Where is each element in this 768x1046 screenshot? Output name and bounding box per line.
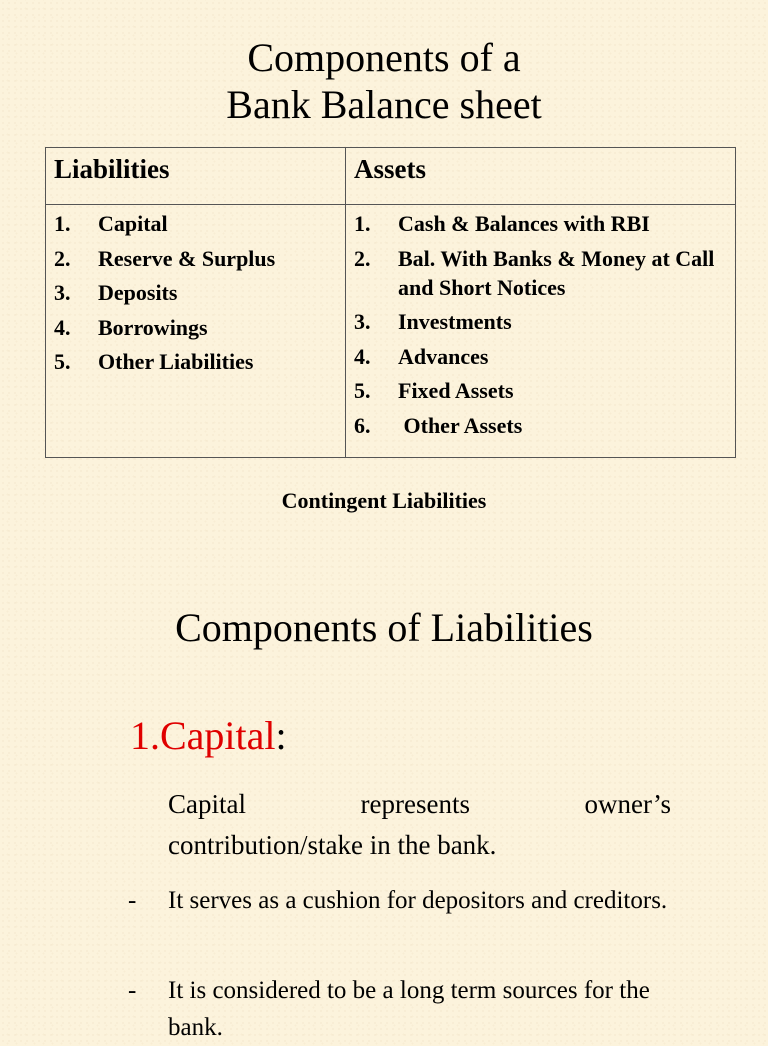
para-word: Capital: [168, 789, 246, 819]
page-title: [0, 34, 768, 128]
title-line-2: Bank Balance sheet: [226, 82, 542, 127]
item-text: Deposits: [98, 280, 178, 305]
bullet-item: [128, 972, 668, 1046]
bullet-text: It is considered to be a long term sources for the bank.: [168, 977, 650, 1041]
liabilities-header: Liabilities: [46, 148, 346, 205]
item-number: 1.: [54, 211, 71, 236]
item-number: 2.: [354, 245, 371, 271]
item-text: Borrowings: [98, 314, 208, 340]
list-item: [54, 209, 345, 238]
item-text: Bal. With Banks & Money at Call and Short Notices: [398, 245, 715, 300]
list-item: [54, 347, 345, 376]
section-title: Components of Liabilities: [175, 605, 593, 650]
list-item: [354, 411, 735, 440]
list-item: [354, 307, 735, 336]
item-number: 6.: [354, 412, 371, 438]
list-item: [354, 244, 735, 302]
capital-heading-text: Capital: [160, 713, 276, 758]
item-text: Investments: [398, 309, 512, 334]
assets-header: Assets: [346, 148, 735, 205]
bullet-dash: -: [128, 887, 137, 914]
capital-number: 1.: [130, 713, 160, 758]
item-text: Other Liabilities: [98, 349, 254, 374]
capital-colon: :: [275, 713, 287, 758]
balance-sheet-table: [45, 147, 736, 458]
list-item: [354, 342, 735, 371]
item-text: Fixed Assets: [398, 378, 514, 403]
paragraph-rest: contribution/stake in the bank.: [168, 830, 497, 860]
para-word: owner’s: [584, 789, 671, 819]
item-text: Advances: [398, 343, 489, 369]
item-number: 4.: [354, 343, 371, 369]
liabilities-cell: [46, 205, 346, 457]
paragraph-first-line: [168, 784, 671, 825]
list-item: [54, 244, 345, 273]
item-number: 5.: [54, 349, 71, 374]
item-text: Cash & Balances with RBI: [398, 211, 650, 236]
item-number: 3.: [54, 280, 71, 305]
bullet-text: It serves as a cushion for depositors and creditors.: [168, 887, 668, 914]
item-text: Reserve & Surplus: [98, 245, 276, 271]
list-item: [54, 278, 345, 307]
list-item: [354, 209, 735, 238]
item-number: 1.: [354, 211, 371, 236]
capital-paragraph: [168, 784, 671, 866]
item-number: 3.: [354, 309, 371, 334]
item-number: 2.: [54, 245, 71, 271]
bullet-item: [128, 882, 668, 919]
bullet-dash: -: [128, 977, 137, 1004]
item-text: Other Assets: [398, 412, 523, 438]
item-text: Capital: [98, 211, 168, 236]
assets-cell: [346, 205, 735, 457]
item-number: 4.: [54, 314, 71, 340]
contingent-liabilities-label: Contingent Liabilities: [281, 488, 487, 513]
list-item: [354, 376, 735, 405]
list-item: [54, 313, 345, 342]
capital-heading: [130, 712, 287, 759]
para-word: represents: [360, 789, 470, 819]
title-line-1: Components of a: [247, 35, 521, 80]
item-number: 5.: [354, 378, 371, 403]
